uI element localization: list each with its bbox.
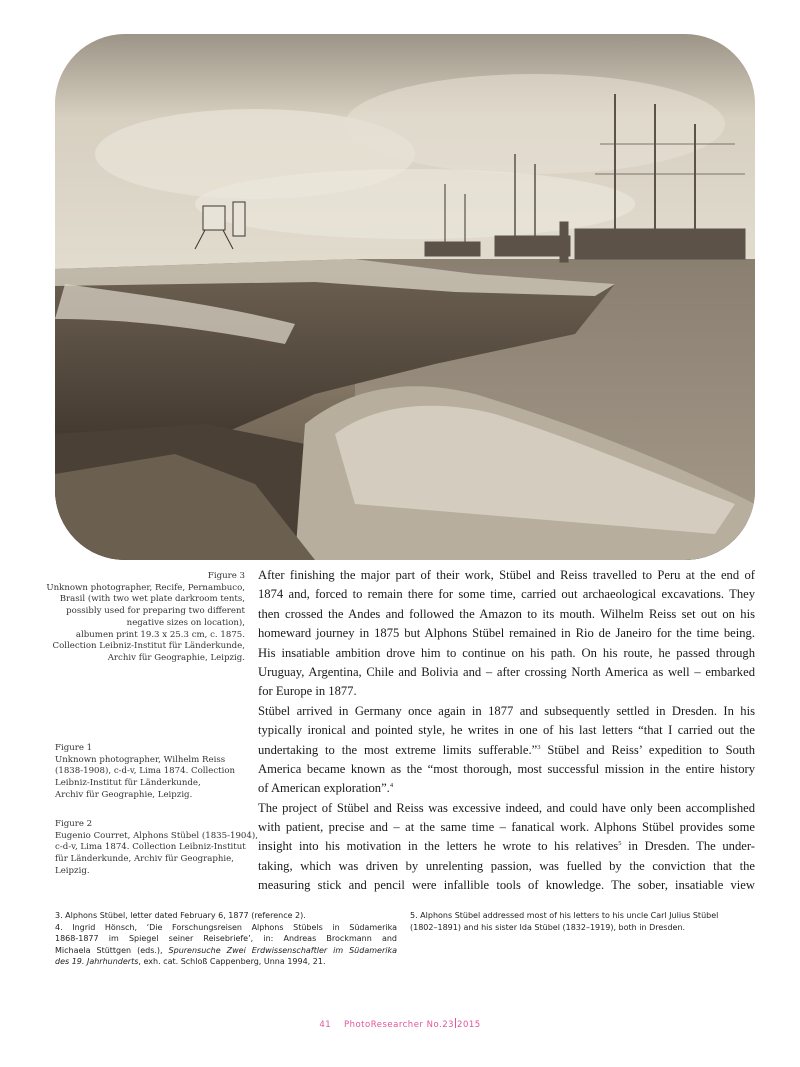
page-footer [0, 1018, 800, 1030]
figure-1-caption [55, 743, 245, 802]
footnote-4-line: 1868-1877 im Spiegel seiner Reisebriefe’, in: Andreas Brockmann and [55, 934, 397, 944]
footnote-4-title: des 19. Jahrhunderts [55, 957, 139, 967]
footnotes-left [55, 910, 397, 968]
figure-3-line: albumen print 19.3 x 25.3 cm, c. 1875. [75, 629, 245, 640]
article-body [258, 566, 755, 896]
footnote-4-line [55, 956, 397, 968]
body-text: insight into his motivation in the letters he wrote to his relatives [258, 839, 619, 854]
figure-1-line: Archiv für Geographie, Leipzig. [55, 789, 193, 800]
figure-3-line: Brasil (with two wet plate darkroom tents, [59, 594, 245, 605]
body-line-with-footnote [258, 779, 755, 798]
figure-1-line: Leibniz-Institut für Länderkunde, [55, 778, 201, 789]
figure-3-label: Figure 3 [207, 571, 245, 581]
footnote-4-line [55, 945, 397, 957]
body-text: undertaking to the most extreme limits sufferable.” [258, 742, 538, 757]
footnote-ref-4: 4 [389, 782, 394, 790]
page-number: 41 [319, 1020, 332, 1030]
figure-2-line: c-d-v, Lima 1874. Collection Leibniz-Institut [55, 842, 246, 853]
body-text: in Dresden. The under- [621, 839, 755, 854]
body-line: Uruguay, Argentina, Chile and Bolivia and – after crossing North America as well – embarked [258, 664, 755, 679]
footnotes-right [410, 910, 755, 933]
body-line: 1874 and, forced to remain there for some time, carried out archaeological excavations. They [258, 587, 755, 602]
figure-2-line: für Länderkunde, Archiv für Geographie, [55, 854, 234, 865]
figure-3-line: Unknown photographer, Recife, Pernambuco, [46, 582, 245, 593]
body-line: taking, which was driven by unrelenting passion, was fuelled by the conviction that the [258, 858, 755, 873]
figure-3-caption [40, 571, 245, 665]
figure-2-line: Leipzig. [55, 865, 90, 876]
body-line: Stübel arrived in Germany once again in 1877 and subsequently settled in Dresden. In his [258, 703, 755, 718]
magazine-year: 2015 [457, 1020, 481, 1030]
footnote-4-line: 4. Ingrid Hönsch, ‘Die Forschungsreisen Alphons Stübels in Südamerika [55, 922, 397, 932]
body-line: The project of Stübel and Reiss was excessive indeed, and could have only been accomplished [258, 800, 755, 815]
body-line: with patient, precise and – at the same time – fanatical work. Alphons Stübel provides some [258, 820, 755, 835]
figure-1-line: Unknown photographer, Wilhelm Reiss [55, 754, 226, 765]
footnote-5-line: (1802–1891) and his sister Ida Stübel (1832–1919), both in Dresden. [410, 922, 686, 932]
body-line: measuring stick and pencil were infallible tools of knowledge. The sober, insatiable view [258, 878, 755, 893]
body-line: for Europe in 1877. [258, 684, 357, 699]
figure-3-line: negative sizes on location), [126, 617, 245, 628]
body-line: America became known as the “most thorough, most successful mission in the entire history [258, 761, 755, 776]
magazine-title: PhotoResearcher No.23 [343, 1020, 455, 1030]
body-text: Stübel and Reiss’ expedition to South [540, 742, 755, 757]
body-line: then crossed the Andes and followed the Amazon to its mouth. Wilhelm Reiss set out on his [258, 606, 755, 621]
body-line: His insatiable ambition drove him to continue on his path. On his route, he passed through [258, 645, 755, 660]
body-line: homeward journey in 1875 but Alphons Stübel remained in Rio de Janeiro for the time being. [258, 626, 755, 641]
footnote-ref-5: 5 [618, 840, 622, 848]
footer-divider [455, 1018, 456, 1028]
body-line: After finishing the major part of their work, Stübel and Reiss travelled to Peru at the end of [258, 568, 755, 582]
footnote-4-text: Michaela Stüttgen (eds.), [55, 945, 163, 955]
figure-3-line: Collection Leibniz-Institut für Länderkunde, [52, 641, 245, 652]
footnote-5-line: 5. Alphons Stübel addressed most of his letters to his uncle Carl Julius Stübel [410, 911, 719, 920]
body-text: of American exploration”. [258, 781, 390, 796]
figure-3-line: possibly used for preparing two different [66, 606, 245, 617]
figure-3-line: Archiv für Geographie, Leipzig. [107, 652, 245, 663]
figure-2-line: Eugenio Courret, Alphons Stübel (1835-1904), [55, 830, 258, 841]
footnote-3: 3. Alphons Stübel, letter dated February 6, 1877 (reference 2). [55, 911, 306, 920]
body-line-with-footnote [258, 837, 755, 856]
body-line: typically ironical and pointed style, he writes in one of his last letters “that I carried out the [258, 723, 755, 738]
photograph-illustration [55, 34, 755, 560]
figure-2-caption [55, 819, 258, 878]
figure-1-label: Figure 1 [55, 743, 93, 753]
figure-1-line: (1838-1908), c-d-v, Lima 1874. Collection [55, 766, 236, 777]
harbour-photograph [55, 34, 755, 560]
footnote-ref-3: 3 [537, 743, 541, 751]
figure-2-label: Figure 2 [55, 819, 93, 829]
footnote-4-text: , exh. cat. Schloß Cappenberg, Unna 1994, 21. [138, 957, 326, 967]
footnote-4-title: Spurensuche Zwei Erdwissenschaftler im Südamerika [168, 945, 397, 955]
body-line-with-footnote [258, 741, 755, 760]
